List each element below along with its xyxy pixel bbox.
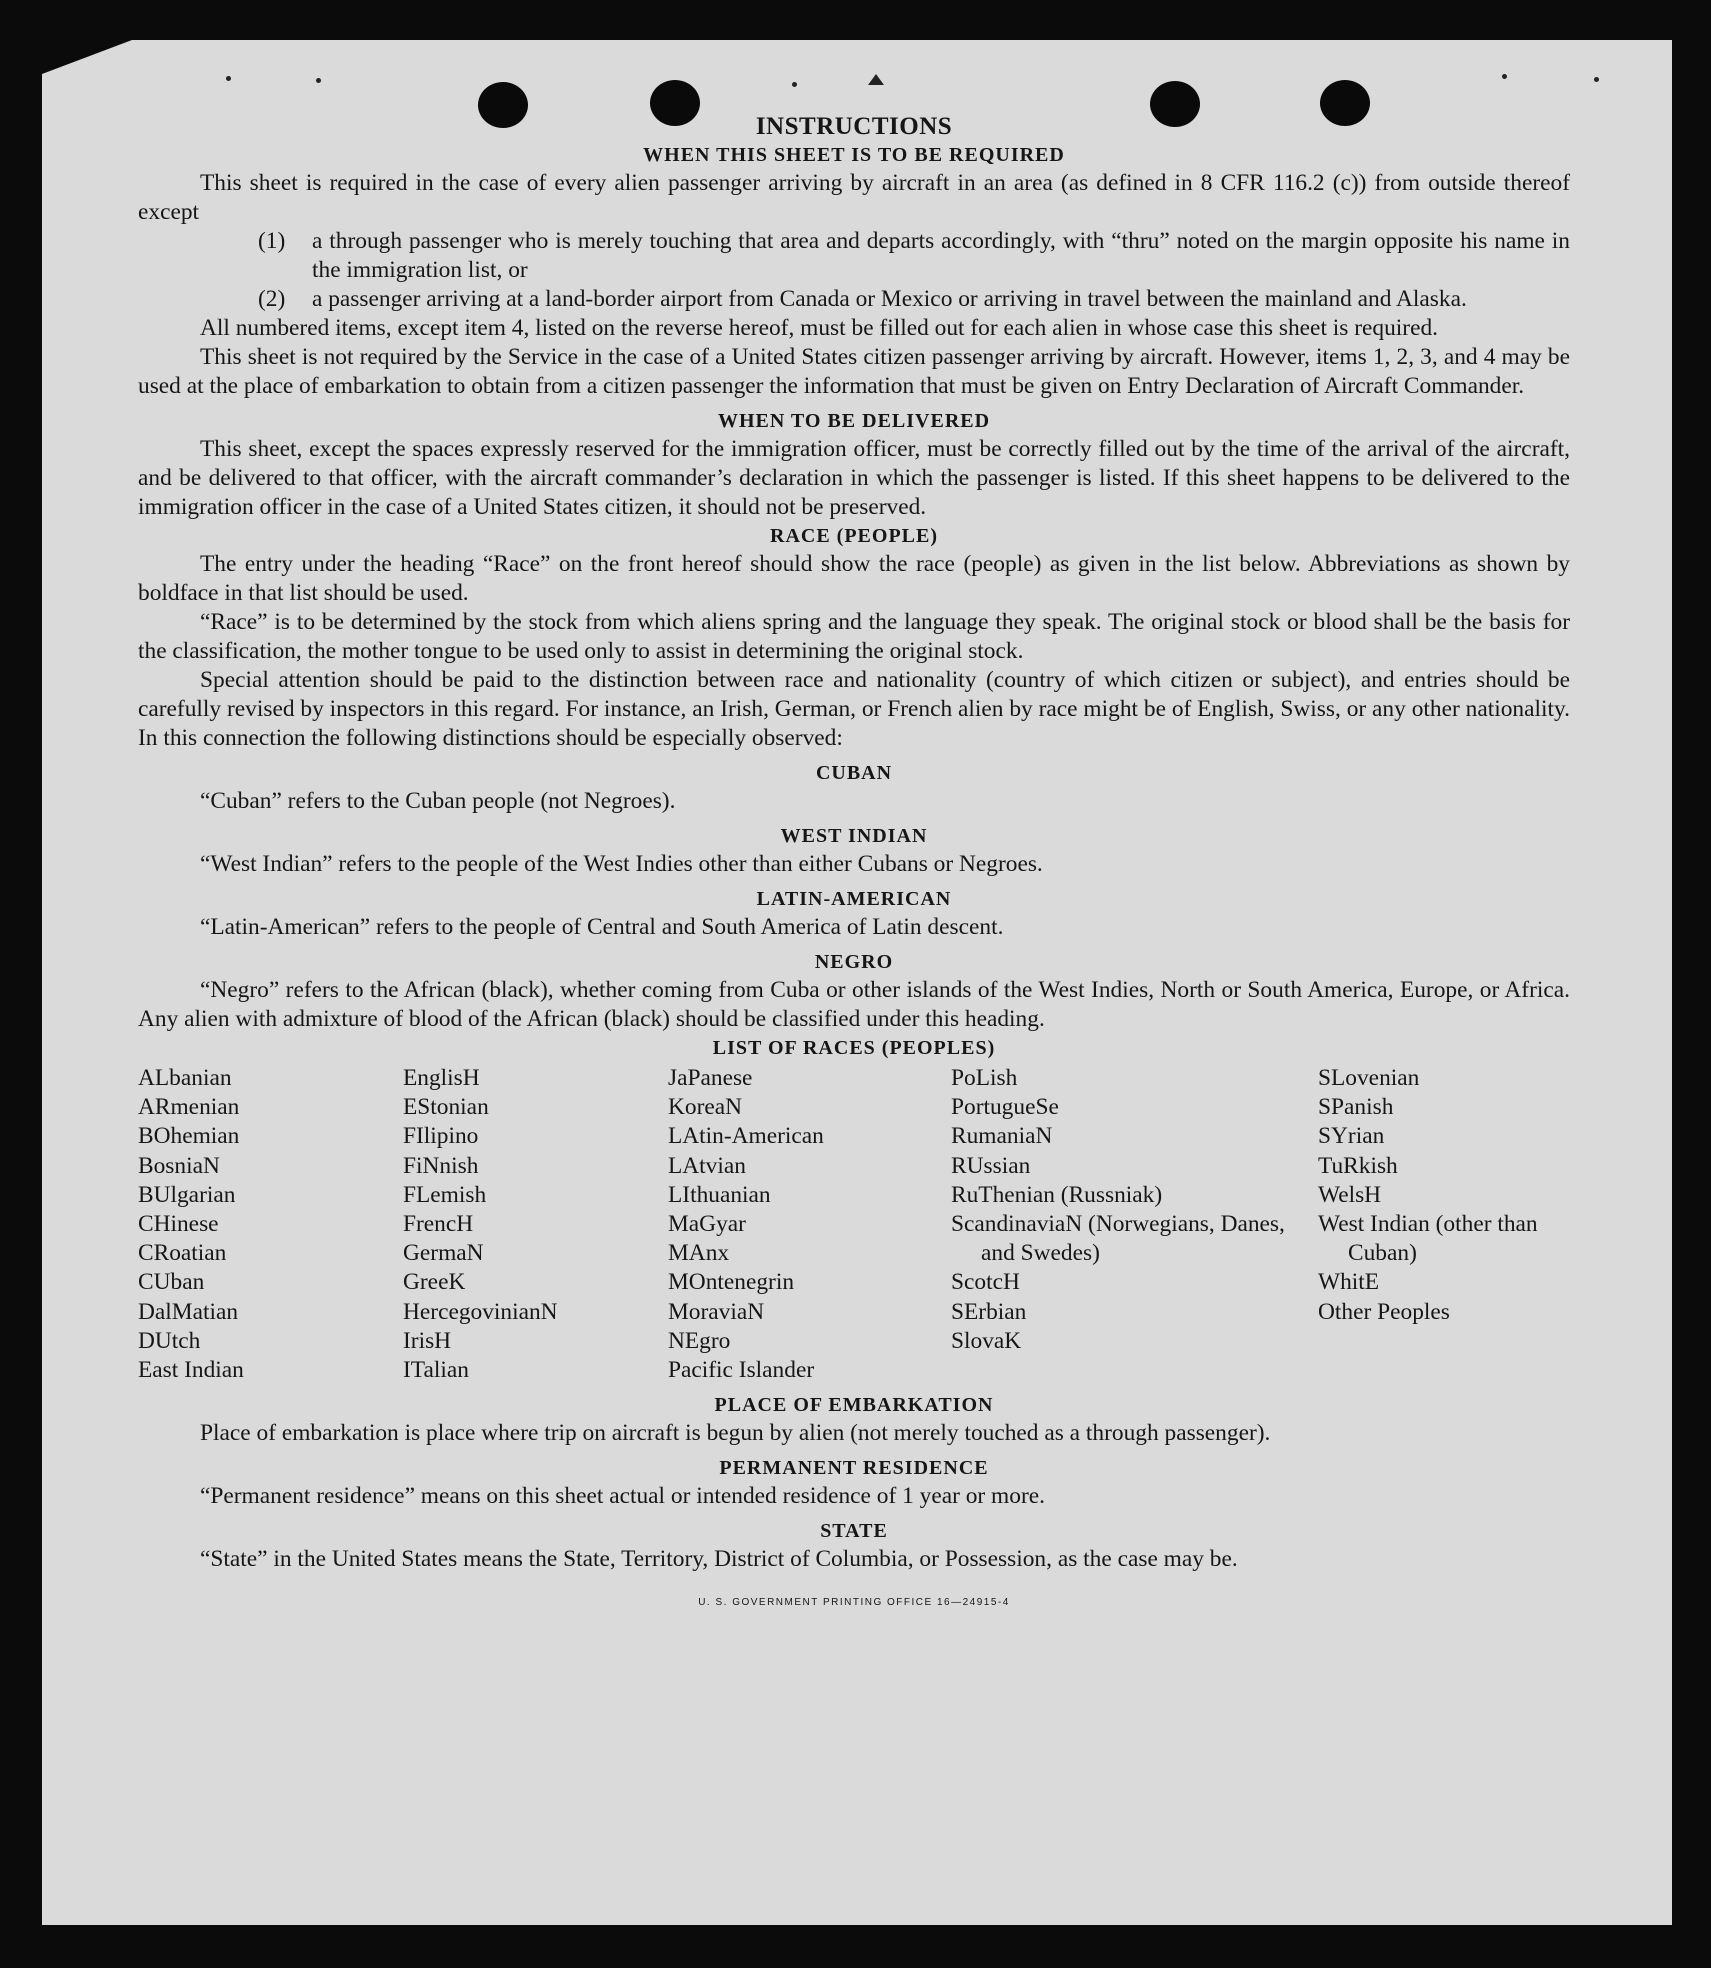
paragraph: The entry under the heading “Race” on the front hereof should show the race (people) as given in the list below. Abbreviations as shown by boldface in that list should be used. [138,551,1570,606]
paragraph: “Negro” refers to the African (black), whether coming from Cuba or other islands of the West Indies, North or South America, Europe, or Africa. Any alien with admixture of blood of the African (black) should be classified under this heading. [138,977,1570,1032]
race-list [138,1064,1570,1385]
list-item: East Indian [138,1357,244,1384]
heading-cuban: CUBAN [815,762,893,784]
list-item: RumaniaN [951,1123,1053,1150]
list-item: ALbanian [138,1065,232,1091]
list-item: ITalian [403,1357,469,1384]
list-item: WelsH [1318,1181,1382,1208]
speck [1594,77,1599,82]
list-item: SErbian [951,1298,1027,1325]
heading-when-delivered: WHEN TO BE DELIVERED [717,410,991,432]
heading-embarkation: PLACE OF EMBARKATION [714,1394,994,1417]
heading-latin-american: LATIN-AMERICAN [756,888,952,910]
list-item: PoLish [951,1065,1018,1091]
list-item: MaGyar [668,1211,746,1238]
list-item: CHinese [138,1211,219,1238]
list-item: CUban [138,1269,205,1296]
list-item: PortugueSe [951,1094,1059,1121]
paragraph: “Cuban” refers to the Cuban people (not Negroes). [200,788,676,814]
instructions-body [138,112,1570,1617]
list-item: CRoatian [138,1240,227,1267]
heading-negro: NEGRO [814,951,894,973]
list-item: LAtin-American [668,1123,824,1150]
list-item: EStonian [403,1094,489,1121]
paragraph: “Latin-American” refers to the people of Central and South America of Latin descent. [200,914,1004,940]
list-item: FrencH [403,1211,474,1238]
list-item: ScandinaviaN (Norwegians, Danes, and Swedes) [951,1211,1285,1267]
heading-when-required: WHEN THIS SHEET IS TO BE REQUIRED [643,144,1065,166]
list-item: SPanish [1318,1094,1394,1121]
heading-list-of-races: LIST OF RACES (PEOPLES) [712,1037,996,1059]
paragraph: This sheet is required in the case of every alien passenger arriving by aircraft in an area (as defined in 8 CFR 116.2 (c)) from outside thereof except [138,170,1570,225]
list-item: SLovenian [1318,1065,1420,1091]
paragraph: “Permanent residence” means on this sheet actual or intended residence of 1 year or more. [200,1483,1045,1510]
list-item: TuRkish [1318,1152,1398,1179]
list-item: WhitE [1318,1269,1380,1296]
speck [316,78,321,83]
folded-corner [42,40,132,74]
list-item: Pacific Islander [668,1357,815,1384]
list-item: West Indian (other than Cuban) [1318,1211,1538,1267]
printer-imprint: U. S. GOVERNMENT PRINTING OFFICE 16—24915-4 [698,1597,1010,1609]
list-item: DUtch [138,1327,201,1354]
list-item: MAnx [668,1240,730,1267]
heading-state: STATE [820,1520,888,1543]
list-item: JaPanese [668,1065,753,1091]
list-item: IrisH [403,1327,452,1354]
paragraph: This sheet is not required by the Service in the case of a United States citizen passenger arriving by aircraft. However, items 1, 2, 3, and 4 may be used at the place of embarkation to obtain from a citizen passenger the information that must be given on Entry Declaration of Aircraft Commander. [138,344,1570,399]
list-item: KoreaN [668,1094,743,1121]
list-item: FiNnish [403,1152,479,1179]
list-item: LIthuanian [668,1181,771,1208]
list-item: ARmenian [138,1094,240,1121]
paragraph: “Race” is to be determined by the stock from which aliens spring and the language they speak. The original stock or blood shall be the basis for the classification, the mother tongue to be used only to assist in determining the original stock. [138,609,1570,664]
list-item: FIlipino [403,1123,479,1150]
paragraph: “State” in the United States means the State, Territory, District of Columbia, or Possession, as the case may be. [200,1546,1238,1573]
list-item: MOntenegrin [668,1269,795,1296]
list-item: LAtvian [668,1152,746,1179]
list-item: EnglisH [403,1065,480,1091]
speck [1502,74,1507,79]
race-column [138,1064,403,1385]
list-item: ScotcH [951,1269,1020,1296]
speck [226,76,231,81]
race-column [403,1064,668,1385]
list-item: BosniaN [138,1152,220,1179]
list-item: (1) a through passenger who is merely touching that area and departs accordingly, with “thru” noted on the margin opposite his name in the immigration list, or [258,228,1570,283]
race-column [668,1064,951,1385]
list-item: FLemish [403,1181,487,1208]
heading-permanent-residence: PERMANENT RESIDENCE [719,1457,989,1480]
list-item: GreeK [403,1269,466,1296]
paragraph: “West Indian” refers to the people of the West Indies other than either Cubans or Negroes. [200,851,1043,877]
list-item: SYrian [1318,1123,1385,1150]
race-column [1318,1064,1570,1385]
paragraph: Place of embarkation is place where trip on aircraft is begun by alien (not merely touched as a through passenger). [200,1420,1271,1447]
page-title: INSTRUCTIONS [755,113,953,140]
registration-mark [868,74,884,85]
list-item: Other Peoples [1318,1298,1450,1325]
paragraph: This sheet, except the spaces expressly reserved for the immigration officer, must be correctly filled out by the time of the arrival of the aircraft, and be delivered to that officer, with the aircraft commander’s declaration in which the passenger is listed. If this sheet happens to be delivered to the immigration officer in the case of a United States citizen, it should not be preserved. [138,436,1570,520]
list-item: HercegovinianN [403,1298,558,1325]
list-item: NEgro [668,1327,731,1354]
list-item: BUlgarian [138,1181,236,1208]
list-item: (2) a passenger arriving at a land-border airport from Canada or Mexico or arriving in travel between the mainland and Alaska. [258,286,1467,312]
list-item: GermaN [403,1240,484,1267]
list-item: RuThenian (Russniak) [951,1181,1163,1208]
heading-race: RACE (PEOPLE) [770,525,938,547]
paragraph: All numbered items, except item 4, listed on the reverse hereof, must be filled out for each alien in whose case this sheet is required. [200,315,1439,341]
speck [792,82,797,87]
list-item: RUssian [951,1152,1031,1179]
list-item: DalMatian [138,1298,239,1325]
heading-west-indian: WEST INDIAN [780,825,928,847]
list-item: MoraviaN [668,1298,765,1325]
paragraph: Special attention should be paid to the distinction between race and nationality (country of which citizen or subject), and entries should be carefully revised by inspectors in this regard. For instance, an Irish, German, or French alien by race might be of English, Swiss, or any other nationality. In this connection the following distinctions should be especially observed: [138,667,1570,751]
race-column [951,1064,1318,1385]
list-item: BOhemian [138,1123,240,1150]
list-item: SlovaK [951,1327,1022,1354]
